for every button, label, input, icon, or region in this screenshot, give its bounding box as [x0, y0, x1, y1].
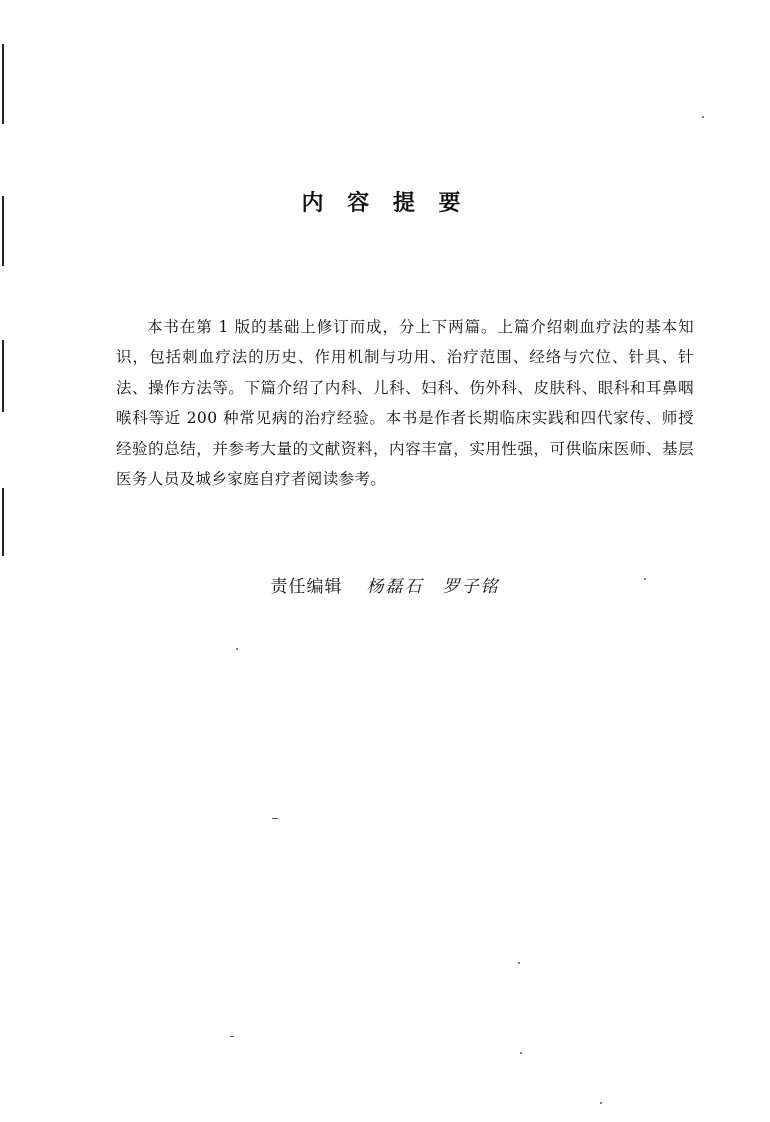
editors-names: 杨磊石 罗子铭 [366, 577, 500, 597]
scan-speck [518, 962, 520, 964]
scan-edge-mark [2, 340, 4, 412]
scan-speck [520, 1052, 522, 1054]
scan-speck [230, 1036, 234, 1037]
scan-edge-mark [2, 488, 4, 556]
page-title: 内 容 提 要 [301, 191, 469, 216]
summary-paragraph: 本书在第 1 版的基础上修订而成，分上下两篇。上篇介绍刺血疗法的基本知识，包括刺血疗法的历史、作用机制与功用、治疗范围、经络与穴位、针具、针法、操作方法等。下篇介绍了内科、儿科、妇科、伤外科、皮肤科、眼科和耳鼻咽喉科等近 200 种常见病的治疗经验。本书是作者长期临床实践和四代家传、师授经验的总结，并参考大量的文献资料，内容丰富，实用性强，可供临床医师、基层医务人员及城乡家庭自疗者阅读参考。 [116, 317, 694, 488]
editors-label: 责任编辑 [270, 577, 343, 597]
scan-speck [272, 818, 278, 819]
responsible-editors [0, 572, 770, 597]
scan-speck [702, 116, 704, 118]
scan-speck [236, 648, 238, 650]
scan-edge-mark [2, 44, 4, 124]
scan-speck [600, 1102, 602, 1104]
